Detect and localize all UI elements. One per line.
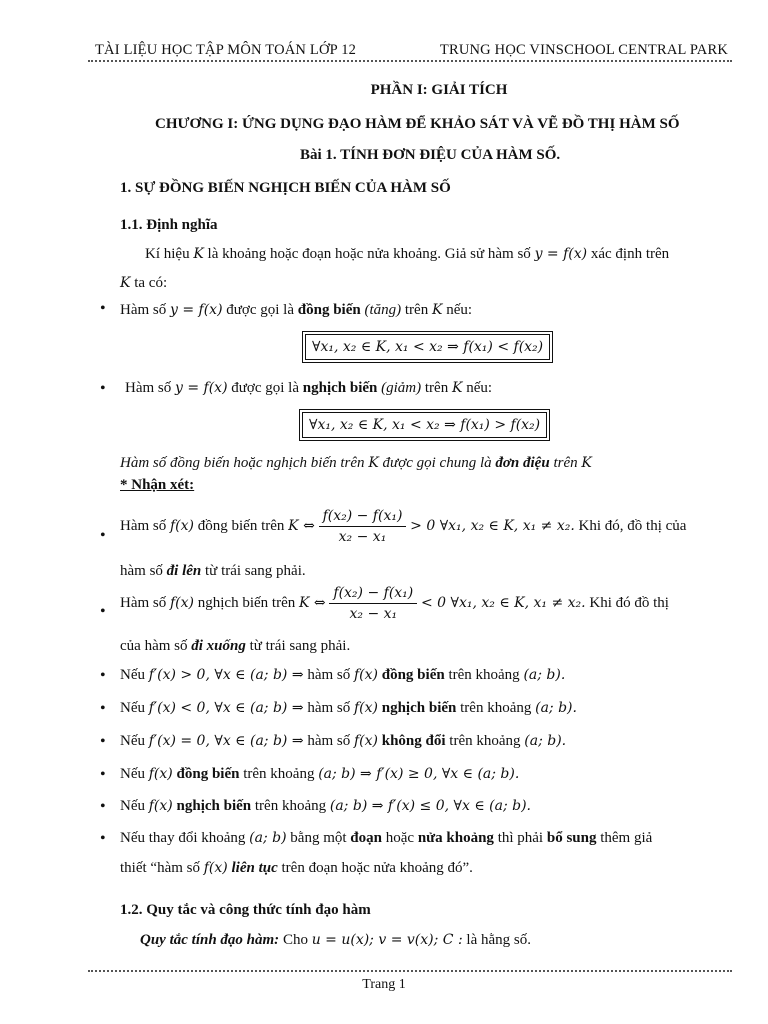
text: thêm giả (600, 830, 653, 846)
math-K: K (193, 246, 204, 262)
formula-decreasing: ∀x₁, x₂ ∈ K, x₁ < x₂ ⇒ f(x₁) > f(x₂) (302, 412, 547, 438)
intro-line-1 (145, 246, 669, 263)
header-divider (88, 60, 732, 62)
intro-line-2 (120, 275, 167, 292)
text: Hàm số (120, 302, 167, 318)
math-condition: < 0 ∀x₁, x₂ ∈ K, x₁ ≠ x₂. (421, 594, 586, 611)
bullet: • (100, 700, 106, 717)
monotone-note (120, 455, 592, 472)
bullet: • (100, 798, 106, 815)
math: (a; b) ⇒ f′(x) ≤ 0, ∀x ∈ (a; b). (329, 798, 531, 814)
math-y-fx: y = f(x) (534, 246, 588, 262)
remark-1 (120, 508, 686, 545)
math: (a; b). (523, 667, 566, 683)
math: f(x) (353, 667, 378, 683)
remark-2 (120, 585, 669, 622)
text: là hằng số. (466, 932, 531, 948)
math-K: K (451, 380, 463, 396)
formula-increasing: ∀x₁, x₂ ∈ K, x₁ < x₂ ⇒ f(x₁) < f(x₂) (305, 334, 550, 360)
text: nếu: (446, 302, 473, 318)
remark-2-line-2 (120, 638, 350, 655)
text: Nếu (120, 733, 145, 749)
bold-term: nghịch biến (381, 700, 457, 716)
derivative-rule-line (140, 932, 531, 949)
bold-term: không đổi (381, 733, 446, 749)
bullet: • (100, 527, 106, 544)
extension-note-line-2 (120, 860, 473, 877)
text: được gọi là (231, 380, 300, 396)
math: f(x) (148, 766, 173, 782)
bold-term: đơn điệu (495, 455, 550, 471)
fraction-denominator: x₂ − x₁ (338, 529, 387, 545)
bold-term: đồng biến (176, 766, 240, 782)
math-y-fx: y = f(x) (170, 302, 223, 318)
text: được gọi là (226, 302, 295, 318)
text: Kí hiệu (145, 246, 190, 262)
text: trên (553, 455, 578, 471)
text: ta có: (134, 275, 168, 291)
bullet: • (100, 667, 106, 684)
fraction-numerator: f(x₂) − f(x₁) (329, 585, 417, 604)
italic-term: (tăng) (364, 302, 402, 318)
text: Nếu (120, 700, 145, 716)
math-K: K (581, 455, 592, 471)
math: (a; b) (249, 830, 287, 846)
text: nếu: (466, 380, 493, 396)
text: Hàm số đồng biến hoặc nghịch biến trên (120, 455, 365, 471)
bold-term: đồng biến (297, 302, 361, 318)
math: f(x) (353, 733, 378, 749)
text: nghịch biến trên (197, 594, 296, 611)
text: trên đoạn hoặc nửa khoảng đó”. (281, 860, 473, 876)
text: được gọi chung là (382, 455, 492, 471)
math-y-fx: y = f(x) (175, 380, 228, 396)
text: bằng một (290, 830, 347, 846)
bullet: • (100, 603, 106, 620)
fraction (329, 585, 417, 622)
text: của hàm số (120, 638, 188, 654)
text: Nếu (120, 798, 145, 814)
bold-term: đoạn (350, 830, 382, 846)
text: trên khoảng (243, 766, 315, 782)
text: Hàm số (125, 380, 172, 396)
rule-1 (120, 667, 565, 684)
text: trên khoảng (254, 798, 327, 814)
math: (a; b). (524, 733, 567, 749)
bold-term: nghịch biến (302, 380, 378, 396)
math: u = u(x); v = v(x); C : (311, 932, 463, 948)
math-K-iff: K ⇔ (299, 594, 326, 611)
part-title: PHẦN I: GIẢI TÍCH (370, 82, 508, 98)
formula-box-increasing (302, 331, 553, 363)
math-K: K (120, 275, 131, 291)
math-K-iff: K ⇔ (288, 517, 315, 534)
bold-term: đồng biến (381, 667, 445, 683)
text: trên (424, 380, 449, 396)
text: từ trái sang phải. (249, 638, 351, 654)
fraction-denominator: x₂ − x₁ (349, 606, 398, 622)
text: Khi đó đồ thị (589, 594, 669, 611)
bullet: • (100, 300, 106, 317)
remark-1-line-2 (120, 563, 306, 580)
rule-4 (120, 766, 519, 783)
text: hoặc (385, 830, 415, 846)
footer-divider (88, 970, 732, 972)
math-K: K (431, 302, 443, 318)
def-decreasing (125, 380, 492, 397)
text: hàm số (307, 733, 351, 749)
subsection-heading-1-2: 1.2. Quy tắc và công thức tính đạo hàm (120, 902, 371, 918)
bold-italic-term: đi lên (166, 563, 202, 579)
text: hàm số (307, 700, 351, 716)
text: trên khoảng (449, 733, 521, 749)
rule-2 (120, 700, 577, 717)
math: f(x) (203, 860, 228, 876)
math-fx: f(x) (170, 517, 195, 534)
text: từ trái sang phải. (205, 563, 306, 579)
math-condition: > 0 ∀x₁, x₂ ∈ K, x₁ ≠ x₂. (410, 517, 575, 534)
chapter-title: CHƯƠNG I: ỨNG DỤNG ĐẠO HÀM ĐỂ KHẢO SÁT VÀ VẼ ĐỒ THỊ HÀM SỐ (155, 116, 680, 132)
extension-note (120, 830, 652, 847)
rule-5 (120, 798, 531, 815)
header-right: TRUNG HỌC VINSCHOOL CENTRAL PARK (439, 42, 728, 58)
text: Khi đó, đồ thị của (578, 517, 687, 534)
bullet: • (100, 380, 106, 397)
text: hàm số (120, 563, 163, 579)
text: đồng biến trên (197, 517, 285, 534)
text: xác định trên (590, 246, 670, 262)
bold-italic-term: Quy tắc tính đạo hàm: (140, 932, 280, 948)
bold-term: nghịch biến (176, 798, 252, 814)
formula-box-decreasing (299, 409, 550, 441)
text: Hàm số (120, 517, 167, 534)
rule-3 (120, 733, 566, 750)
remark-label (120, 477, 194, 494)
bold-italic-term: đi xuống (191, 638, 246, 654)
math: f(x) (353, 700, 378, 716)
text: trên khoảng (448, 667, 520, 683)
bold-italic-term: liên tục (231, 860, 278, 876)
bold-term: bổ sung (546, 830, 597, 846)
text: thiết “hàm số (120, 860, 200, 876)
math: f′(x) = 0, ∀x ∈ (a; b) ⇒ (148, 733, 304, 749)
bullet: • (100, 830, 106, 847)
header-left: TÀI LIỆU HỌC TẬP MÔN TOÁN LỚP 12 (95, 42, 357, 58)
text: trên khoảng (460, 700, 532, 716)
math: f(x) (148, 798, 173, 814)
math: f′(x) > 0, ∀x ∈ (a; b) ⇒ (148, 667, 304, 683)
text: Nếu thay đổi khoảng (120, 830, 246, 846)
fraction-numerator: f(x₂) − f(x₁) (319, 508, 407, 527)
text: Nếu (120, 766, 145, 782)
math-K: K (368, 455, 379, 471)
text: thì phải (497, 830, 544, 846)
italic-term: (giảm) (381, 380, 422, 396)
bullet: • (100, 766, 106, 783)
math: f′(x) < 0, ∀x ∈ (a; b) ⇒ (148, 700, 304, 716)
text: hàm số (307, 667, 351, 683)
text: Hàm số (120, 594, 167, 611)
math: (a; b). (535, 700, 577, 716)
text: là khoảng hoặc đoạn hoặc nửa khoảng. Giả sử hàm số (207, 246, 531, 262)
text: trên (404, 302, 429, 318)
page-number: Trang 1 (362, 977, 406, 992)
text: Cho (282, 932, 308, 948)
math: (a; b) ⇒ f′(x) ≥ 0, ∀x ∈ (a; b). (318, 766, 520, 782)
fraction (319, 508, 407, 545)
remark-text: * Nhận xét: (120, 477, 195, 493)
math-fx: f(x) (170, 594, 195, 611)
def-increasing (120, 302, 472, 319)
bold-term: nửa khoảng (417, 830, 494, 846)
lesson-title: Bài 1. TÍNH ĐƠN ĐIỆU CỦA HÀM SỐ. (300, 147, 561, 163)
text: Nếu (120, 667, 145, 683)
subsection-heading-1-1: 1.1. Định nghĩa (120, 217, 218, 233)
section-heading-1: 1. SỰ ĐỒNG BIẾN NGHỊCH BIẾN CỦA HÀM SỐ (120, 180, 451, 196)
bullet: • (100, 733, 106, 750)
